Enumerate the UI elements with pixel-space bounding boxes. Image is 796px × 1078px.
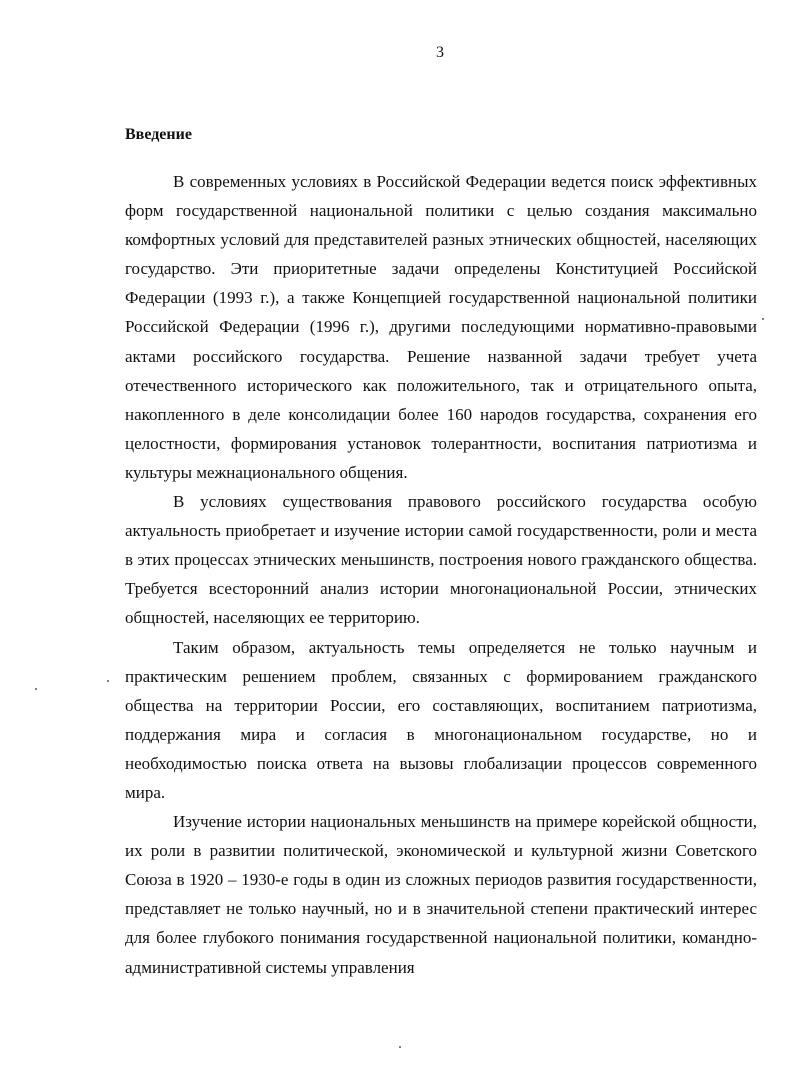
paragraph-3: Таким образом, актуальность темы определяется не только научным и практическим решением проблем, связанных с формированием гражданского общества на территории России, его составляющих, воспитанием патриотизма, поддержания мира и согласия в многонациональном государстве, но и необходимостью поиска ответа на вызовы глобализации процессов современного мира. <box>125 637 757 802</box>
paragraph-2: В условиях существования правового российского государства особую актуальность приобретает и изучение истории самой государственности, роли и места в этих процессах этнических меньшинств, построения нового гражданского общества. Требуется всесторонний анализ истории многонациональной России, этнических общностей, населяющих ее территорию. <box>125 492 757 628</box>
section-heading: Введение <box>125 126 192 143</box>
scan-speck <box>107 680 109 682</box>
paragraph-4: Изучение истории национальных меньшинств на примере корейской общности, их роли в развитии политической, экономической и культурной жизни Советского Союза в 1920 – 1930-е годы в один из сложных периодов развития государственности, представляет не только научный, но и в значительной степени практический интерес для более глубокого понимания государственной национальной политики, командно-административной системы управления <box>125 812 757 977</box>
scan-speck <box>35 688 37 690</box>
scan-speck <box>399 1046 401 1048</box>
body-text <box>125 167 757 982</box>
paragraph-1: В современных условиях в Российской Федерации ведется поиск эффективных форм государственной национальной политики с целью создания максимально комфортных условий для представителей разных этнических общностей, населяющих государство. Эти приоритетные задачи определены Конституцией Российской Федерации (1993 г.), а также Концепцией государственной национальной политики Российской Федерации (1996 г.), другими последующими нормативно-правовыми актами российского государства. Решение названной задачи требует учета отечественного исторического как положительного, так и отрицательного опыта, накопленного в деле консолидации более 160 народов государства, сохранения его целостности, формирования установок толерантности, воспитания патриотизма и культуры межнационального общения. <box>125 172 757 482</box>
page-number: 3 <box>436 44 444 61</box>
scan-speck <box>762 318 764 320</box>
